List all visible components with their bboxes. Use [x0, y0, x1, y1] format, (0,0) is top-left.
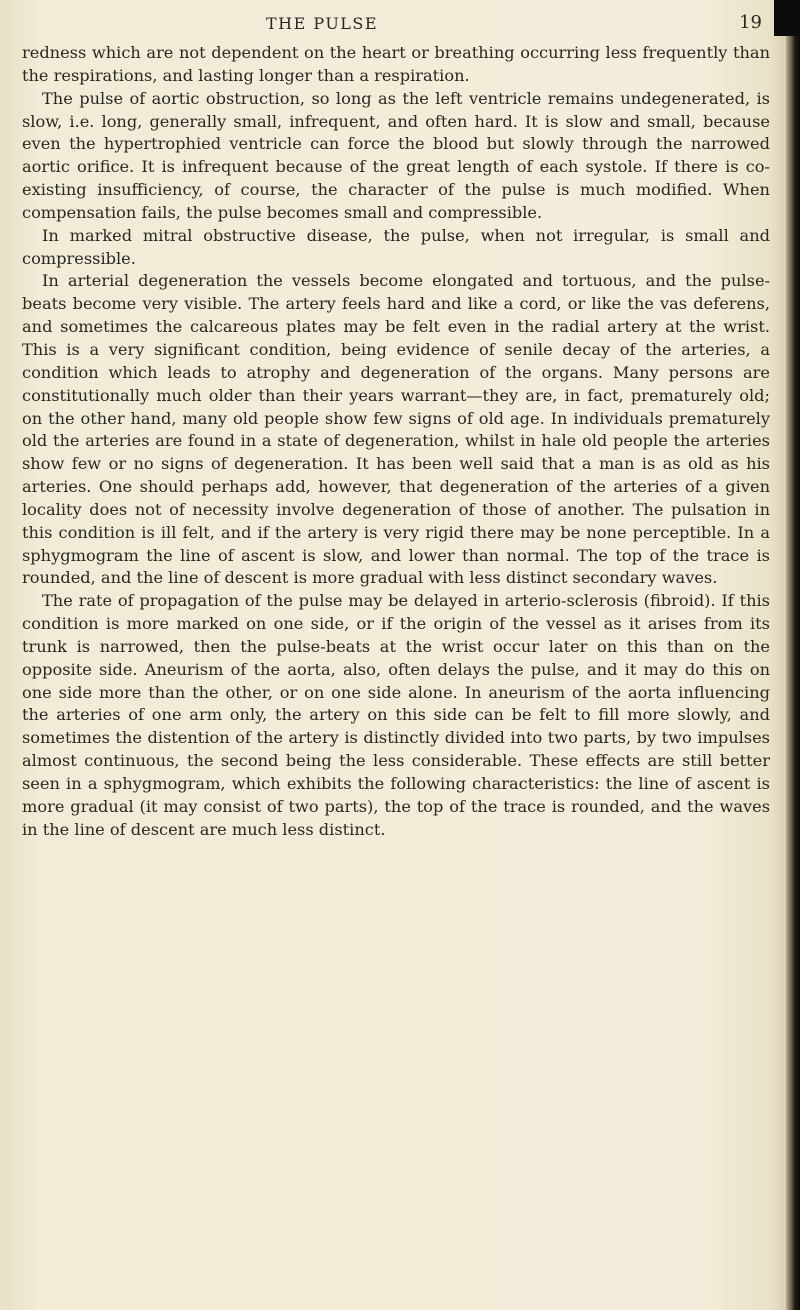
- paragraph: redness which are not dependent on the heart or breathing occurring less frequently than the respirations, and lasting longer than a respiration.: [22, 43, 770, 85]
- page-header: [22, 14, 762, 38]
- paragraph: The rate of propagation of the pulse may be delayed in arterio-sclerosis (fibroid). If this condition is more marked on one side, or if the origin of the vessel as it arises from its trunk is narrowed, then the pulse-beats at the wrist occur later on this than on the opposite side. Aneurism of the aorta, also, often delays the pulse, and it may do this on one side more than the other, or on one side alone. In aneurism of the aorta influencing the arteries of one arm only, the artery on this side can be felt to fill more slowly, and sometimes the distention of the artery is distinctly divided into two parts, by two impulses almost continuous, the second being the less considerable. These effects are still better seen in a sphygmogram, which exhibits the following characteristics: the line of ascent is more gradual (it may consist of two parts), the top of the trace is rounded, and the waves in the line of descent are much less distinct.: [22, 591, 770, 839]
- paragraph: In marked mitral obstructive disease, the pulse, when not irregular, is small and compressible.: [22, 225, 770, 268]
- running-head: THE PULSE: [265, 14, 379, 33]
- page-number: 19: [739, 12, 762, 33]
- paragraph: The pulse of aortic obstruction, so long as the left ventricle remains undegenerated, is slow, i.e. long, generally small, infrequent, and often hard. It is slow and small, because even the hypertrophied ventricle can force the blood but slowly through the narrowed aortic orifice. It is infrequent because of the great length of each systole. If there is co-existing insufficiency, of course, the character of the pulse is much modified. When compensation fails, the pulse becomes small and compressible.: [22, 88, 770, 222]
- book-spine-corner: [774, 0, 800, 36]
- paragraph: In arterial degeneration the vessels become elongated and tortuous, and the pulse-beats become very visible. The artery feels hard and like a cord, or like the vas deferens, and sometimes the calcareous plates may be felt even in the radial artery at the wrist. This is a very significant condition, being evidence of senile decay of the arteries, a condition which leads to atrophy and degeneration of the organs. Many persons are constitutionally much older than their years warrant—they are, in fact, prematurely old; on the other hand, many old people show few signs of old age. In individuals prematurely old the arteries are found in a state of degeneration, whilst in hale old people the arteries show few or no signs of degeneration. It has been well said that a man is as old as his arteries. One should perhaps add, however, that degeneration of the arteries of a given locality does not of necessity involve degeneration of those of another. The pulsation in this condition is ill felt, and if the artery is very rigid there may be none perceptible. In a sphygmogram the line of ascent is slow, and lower than normal. The top of the trace is rounded, and the line of descent is more gradual with less distinct secondary waves.: [22, 271, 770, 588]
- body-text: [22, 42, 770, 842]
- book-spine-edge: [786, 0, 800, 1310]
